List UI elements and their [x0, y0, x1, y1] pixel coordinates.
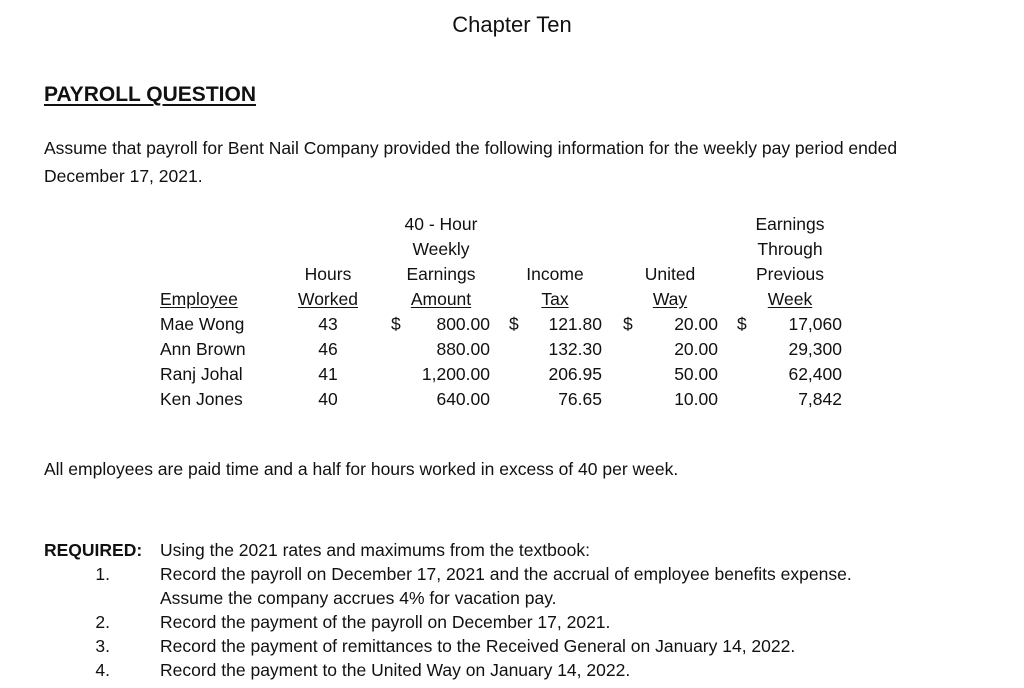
currency-symbol: $ — [391, 314, 401, 334]
table-cell: 46 — [318, 339, 338, 359]
table-cell: 121.80 — [548, 314, 602, 334]
table-cell: 206.95 — [548, 364, 602, 384]
table-cell: 20.00 — [674, 314, 718, 334]
hours-column — [283, 312, 373, 412]
table-cell: 7,842 — [798, 389, 842, 409]
table-cell: 62,400 — [788, 364, 842, 384]
required-label: REQUIRED: — [44, 540, 143, 560]
table-cell: 41 — [318, 364, 338, 384]
income-tax-column — [520, 312, 602, 412]
header-earnings: 40 - Hour Weekly Earnings Amount — [404, 214, 478, 309]
table-cell: 29,300 — [788, 339, 842, 359]
chapter-title: Chapter Ten — [452, 12, 572, 37]
header-hours: Hours Worked — [298, 264, 358, 309]
table-cell: 20.00 — [674, 339, 718, 359]
table-cell: 880.00 — [436, 339, 490, 359]
section-title: PAYROLL QUESTION — [44, 83, 256, 106]
item-number: 4. — [95, 660, 110, 680]
united-way-column — [640, 312, 718, 412]
currency-symbol: $ — [509, 314, 519, 334]
overtime-note: All employees are paid time and a half for hours worked in excess of 40 per week. — [44, 459, 679, 479]
table-cell: 40 — [318, 389, 338, 409]
required-item: Record the payment of remittances to the Received General on January 14, 2022. — [160, 636, 796, 656]
table-cell: 43 — [318, 314, 338, 334]
header-employee: Employee — [160, 289, 238, 309]
table-cell: 10.00 — [674, 389, 718, 409]
table-cell: 1,200.00 — [421, 364, 490, 384]
required-item: Record the payment of the payroll on December 17, 2021. — [160, 612, 611, 632]
table-cell: Ann Brown — [160, 339, 246, 359]
table-cell: 76.65 — [558, 389, 602, 409]
header-united-way: United Way — [644, 264, 696, 309]
table-cell: Ranj Johal — [160, 364, 243, 384]
table-cell: 50.00 — [674, 364, 718, 384]
currency-symbol: $ — [737, 314, 747, 334]
table-cell: 17,060 — [788, 314, 842, 334]
required-item: Record the payment to the United Way on January 14, 2022. — [160, 660, 631, 680]
table-cell: 640.00 — [436, 389, 490, 409]
item-number: 2. — [95, 612, 110, 632]
table-cell: 132.30 — [548, 339, 602, 359]
intro-paragraph: Assume that payroll for Bent Nail Company provided the following information for the weekly pay period ended December 17, 2021. — [44, 138, 898, 186]
table-cell: Mae Wong — [160, 314, 245, 334]
employee-column — [160, 312, 246, 412]
header-ytd-earnings: Earnings Through Previous Week — [755, 214, 825, 309]
required-intro: Using the 2021 rates and maximums from the textbook: — [160, 540, 590, 560]
table-cell: 800.00 — [436, 314, 490, 334]
item-number: 1. — [95, 564, 110, 584]
header-income-tax: Income Tax — [526, 264, 584, 309]
currency-symbol: $ — [623, 314, 633, 334]
required-item: Record the payroll on December 17, 2021 and the accrual of employee benefits expense. Assume the company accrues 4% for vacation pay. — [160, 564, 852, 608]
table-cell: Ken Jones — [160, 389, 243, 409]
ytd-earnings-column — [760, 312, 842, 412]
earnings-column — [400, 312, 490, 412]
item-number: 3. — [95, 636, 110, 656]
